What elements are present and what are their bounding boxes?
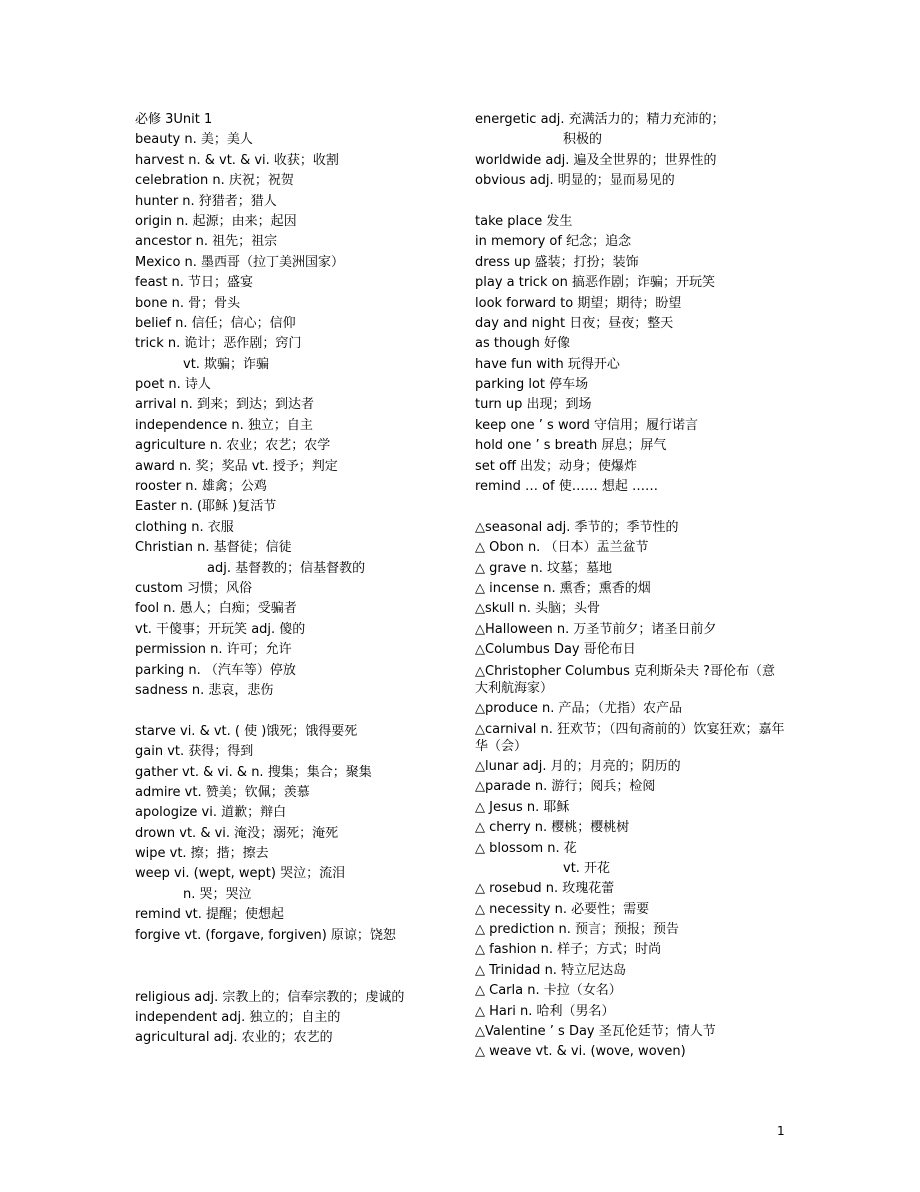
vocab-entry: independence n. 独立；自主 xyxy=(135,417,313,433)
vocab-entry: belief n. 信任；信心；信仰 xyxy=(135,315,296,331)
vocab-entry: △skull n. 头脑；头骨 xyxy=(475,601,600,617)
vocab-entry: parking n. （汽车等）停放 xyxy=(135,662,296,678)
vocab-entry: obvious adj. 明显的；显而易见的 xyxy=(475,173,675,189)
vocab-entry: as though 好像 xyxy=(475,336,571,352)
vocab-entry: △ Jesus n. 耶稣 xyxy=(475,799,570,815)
vocab-entry: △seasonal adj. 季节的；季节性的 xyxy=(475,519,679,535)
vocab-entry: beauty n. 美；美人 xyxy=(135,132,253,148)
vocab-entry: △carnival n. 狂欢节；（四旬斋前的）饮宴狂欢；嘉年华（会） xyxy=(475,721,785,754)
vocab-entry: set off 出发；动身；使爆炸 xyxy=(475,458,638,474)
vocab-entry: sadness n. 悲哀，悲伤 xyxy=(135,682,274,698)
right-column xyxy=(475,110,785,1063)
vocab-entry: independent adj. 独立的；自主的 xyxy=(135,1009,341,1025)
vocab-entry: Easter n. (耶稣 )复活节 xyxy=(135,499,277,515)
vocab-entry: 必修 3Unit 1 xyxy=(135,112,213,127)
vocab-entry: trick n. 诡计；恶作剧；窍门 xyxy=(135,336,302,352)
vocab-entry: △ fashion n. 样子；方式；时尚 xyxy=(475,942,662,958)
vocab-entry xyxy=(475,497,785,517)
vocab-entry: adj. 基督教的；信基督教的 xyxy=(207,560,366,576)
vocab-entry: parking lot 停车场 xyxy=(475,377,589,393)
vocab-entry: △ Carla n. 卡拉（女名） xyxy=(475,983,622,999)
vocab-entry: play a trick on 搞恶作剧；诈骗；开玩笑 xyxy=(475,275,715,291)
vocab-entry: harvest n. & vt. & vi. 收获；收割 xyxy=(135,152,339,168)
vocab-entry: in memory of 纪念；追念 xyxy=(475,234,632,250)
vocab-entry: hold one ’ s breath 屏息；屏气 xyxy=(475,438,667,454)
vocab-entry: origin n. 起源；由来；起因 xyxy=(135,213,297,229)
vocab-entry: vt. 干傻事；开玩笑 adj. 傻的 xyxy=(135,621,306,637)
vocab-entry: △ Obon n. （日本）盂兰盆节 xyxy=(475,540,649,556)
vocab-entry: △ incense n. 熏香；熏香的烟 xyxy=(475,580,651,596)
vocab-entry xyxy=(135,966,455,986)
vocab-entry xyxy=(135,946,455,966)
vocab-entry: admire vt. 赞美；钦佩；羡慕 xyxy=(135,784,310,800)
vocab-entry: △ grave n. 坟墓；墓地 xyxy=(475,560,613,576)
vocab-entry: bone n. 骨；骨头 xyxy=(135,295,241,311)
vocab-entry: have fun with 玩得开心 xyxy=(475,356,620,372)
vocab-entry: agricultural adj. 农业的；农艺的 xyxy=(135,1030,333,1046)
vocab-entry: Christian n. 基督徒；信徒 xyxy=(135,540,292,556)
vocab-entry: Mexico n. 墨西哥（拉丁美洲国家） xyxy=(135,254,345,270)
vocab-entry: arrival n. 到来；到达；到达者 xyxy=(135,397,314,413)
vocab-entry: 积极的 xyxy=(563,132,603,148)
vocab-entry: clothing n. 衣服 xyxy=(135,519,234,535)
vocab-entry: energetic adj. 充满活力的；精力充沛的； xyxy=(475,112,725,127)
vocab-entry: △ Hari n. 哈利（男名） xyxy=(475,1003,615,1019)
vocab-entry: gather vt. & vi. & n. 搜集；集合；聚集 xyxy=(135,764,372,780)
vocab-entry: remind … of 使…… 想起 …… xyxy=(475,479,659,495)
vocab-entry: △Halloween n. 万圣节前夕；诸圣日前夕 xyxy=(475,621,717,637)
vocab-entry: △ blossom n. 花 xyxy=(475,840,577,856)
vocab-entry xyxy=(135,701,455,721)
vocab-entry: look forward to 期望；期待；盼望 xyxy=(475,295,682,311)
vocab-entry: △produce n. 产品；（尤指）农产品 xyxy=(475,700,683,716)
vocab-entry: △parade n. 游行；阅兵；检阅 xyxy=(475,779,656,795)
vocab-entry: custom 习惯；风俗 xyxy=(135,580,253,596)
vocab-entry: remind vt. 提醒；使想起 xyxy=(135,907,285,923)
left-column xyxy=(135,110,455,1049)
vocab-entry: feast n. 节日；盛宴 xyxy=(135,275,254,291)
vocab-entry: vt. 欺骗；诈骗 xyxy=(183,356,270,372)
vocab-entry: keep one ’ s word 守信用；履行诺言 xyxy=(475,417,699,433)
vocab-entry: apologize vi. 道歉；辩白 xyxy=(135,805,287,821)
vocab-entry: n. 哭；哭泣 xyxy=(183,886,252,902)
vocab-entry: △ weave vt. & vi. (wove, woven) xyxy=(475,1044,686,1060)
vocab-entry: worldwide adj. 遍及全世界的；世界性的 xyxy=(475,152,717,168)
vocab-entry: wipe vt. 擦；揩；擦去 xyxy=(135,846,269,862)
vocab-entry: △lunar adj. 月的；月亮的；阴历的 xyxy=(475,758,681,774)
vocab-entry: △ rosebud n. 玫瑰花蕾 xyxy=(475,881,615,897)
vocab-entry: permission n. 许可；允许 xyxy=(135,642,292,658)
vocab-entry: △ prediction n. 预言；预报；预告 xyxy=(475,922,679,938)
vocab-entry: starve vi. & vt. ( 使 )饿死；饿得要死 xyxy=(135,723,358,739)
vocab-entry: gain vt. 获得；得到 xyxy=(135,744,254,760)
vocab-entry: award n. 奖；奖品 vt. 授予；判定 xyxy=(135,458,338,474)
vocab-entry: forgive vt. (forgave, forgiven) 原谅；饶恕 xyxy=(135,927,396,943)
vocab-entry: weep vi. (wept, wept) 哭泣；流泪 xyxy=(135,866,346,882)
vocab-entry: take place 发生 xyxy=(475,213,573,229)
vocab-entry: △ cherry n. 樱桃；樱桃树 xyxy=(475,820,630,836)
vocab-entry: poet n. 诗人 xyxy=(135,377,211,393)
vocab-entry: religious adj. 宗教上的；信奉宗教的；虔诚的 xyxy=(135,989,405,1005)
vocab-entry: △ Trinidad n. 特立尼达岛 xyxy=(475,962,627,978)
vocab-entry: fool n. 愚人；白痴；受骗者 xyxy=(135,601,297,617)
vocab-entry: △ necessity n. 必要性；需要 xyxy=(475,901,650,917)
vocab-entry: turn up 出现；到场 xyxy=(475,397,592,413)
vocab-entry: celebration n. 庆祝；祝贺 xyxy=(135,173,294,189)
vocab-entry: ancestor n. 祖先；祖宗 xyxy=(135,234,278,250)
vocab-entry xyxy=(475,192,785,212)
vocab-entry: agriculture n. 农业；农艺；农学 xyxy=(135,438,331,454)
vocab-entry: dress up 盛装；打扮；装饰 xyxy=(475,254,639,270)
vocab-entry: △Columbus Day 哥伦布日 xyxy=(475,642,636,658)
vocab-entry: △Christopher Columbus 克利斯朵夫 ?哥伦布（意大利航海家） xyxy=(475,663,776,696)
vocab-entry: drown vt. & vi. 淹没；溺死；淹死 xyxy=(135,825,339,841)
vocab-entry: day and night 日夜；昼夜；整天 xyxy=(475,315,674,331)
vocab-entry: vt. 开花 xyxy=(563,860,611,876)
page-number: 1 xyxy=(777,1124,785,1138)
vocab-entry: △Valentine ’ s Day 圣瓦伦廷节；情人节 xyxy=(475,1024,716,1040)
vocab-entry: rooster n. 雄禽；公鸡 xyxy=(135,479,267,495)
vocab-entry: hunter n. 狩猎者；猎人 xyxy=(135,193,277,209)
